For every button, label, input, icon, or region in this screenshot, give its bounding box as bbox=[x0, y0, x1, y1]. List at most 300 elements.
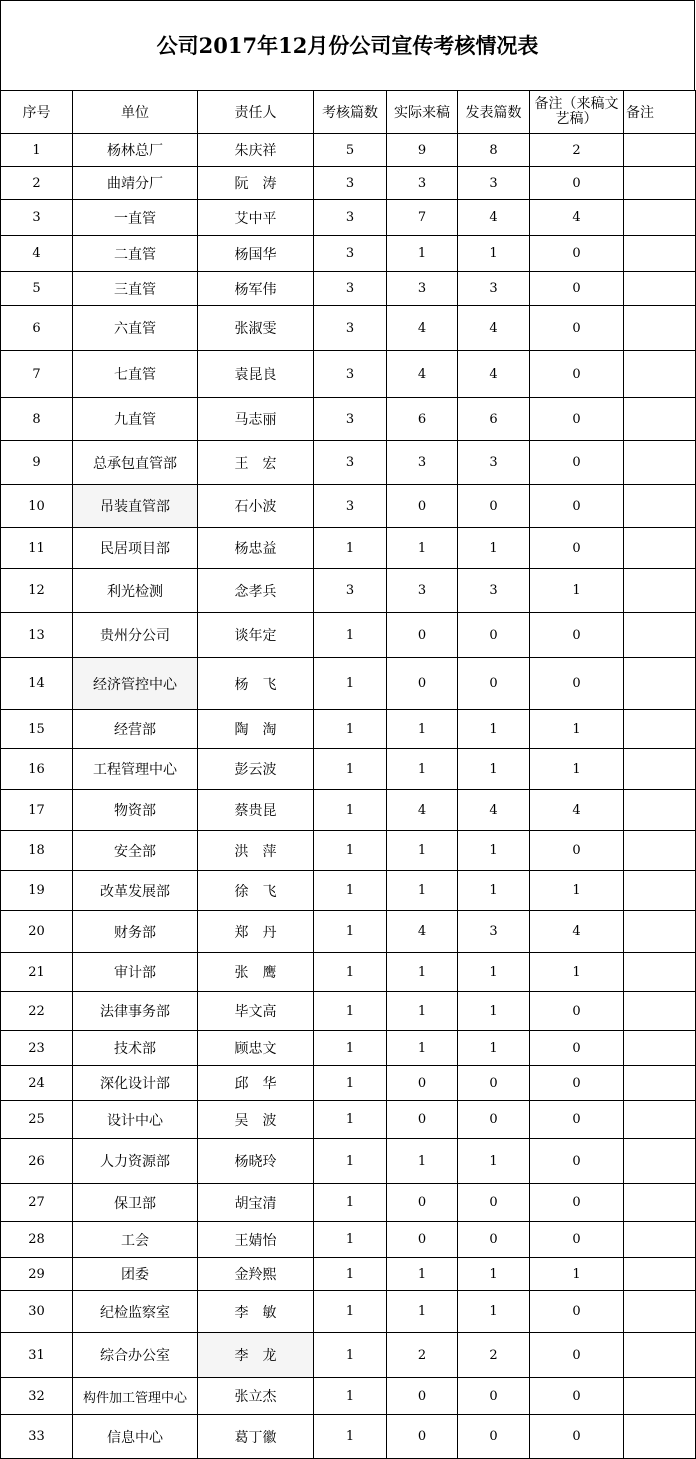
unit-cell: 设计中心 bbox=[73, 1101, 198, 1139]
quota-cell: 1 bbox=[314, 1031, 387, 1066]
note-literary-cell: 0 bbox=[530, 167, 624, 200]
person-cell: 张淑雯 bbox=[198, 306, 314, 351]
unit-cell: 贵州分公司 bbox=[73, 613, 198, 658]
assessment-table bbox=[0, 90, 696, 1459]
published-cell: 3 bbox=[458, 569, 530, 613]
seq-cell: 4 bbox=[1, 236, 73, 272]
unit-cell: 法律事务部 bbox=[73, 992, 198, 1031]
published-cell: 0 bbox=[458, 658, 530, 710]
note-literary-cell: 0 bbox=[530, 236, 624, 272]
submitted-cell: 1 bbox=[387, 1291, 458, 1333]
unit-cell: 总承包直管部 bbox=[73, 441, 198, 485]
note-literary-cell: 0 bbox=[530, 1031, 624, 1066]
table-row bbox=[1, 953, 696, 992]
note-literary-cell: 0 bbox=[530, 398, 624, 441]
seq-cell: 3 bbox=[1, 200, 73, 236]
submitted-cell: 1 bbox=[387, 953, 458, 992]
person-cell: 杨晓玲 bbox=[198, 1139, 314, 1184]
published-cell: 0 bbox=[458, 1101, 530, 1139]
note-literary-cell: 0 bbox=[530, 831, 624, 871]
unit-cell: 经济管控中心 bbox=[73, 658, 198, 710]
submitted-cell: 6 bbox=[387, 398, 458, 441]
submitted-cell: 4 bbox=[387, 306, 458, 351]
note-cell bbox=[624, 749, 696, 790]
person-cell: 洪 萍 bbox=[198, 831, 314, 871]
unit-cell: 工会 bbox=[73, 1222, 198, 1258]
unit-cell: 综合办公室 bbox=[73, 1333, 198, 1378]
seq-cell: 14 bbox=[1, 658, 73, 710]
submitted-cell: 0 bbox=[387, 1184, 458, 1222]
table-row bbox=[1, 790, 696, 831]
published-cell: 4 bbox=[458, 200, 530, 236]
note-cell bbox=[624, 613, 696, 658]
person-cell: 李 敏 bbox=[198, 1291, 314, 1333]
unit-cell: 深化设计部 bbox=[73, 1066, 198, 1101]
person-cell: 朱庆祥 bbox=[198, 134, 314, 167]
note-literary-cell: 0 bbox=[530, 441, 624, 485]
submitted-cell: 1 bbox=[387, 992, 458, 1031]
note-cell bbox=[624, 1258, 696, 1291]
person-cell: 念孝兵 bbox=[198, 569, 314, 613]
unit-cell: 九直管 bbox=[73, 398, 198, 441]
submitted-cell: 0 bbox=[387, 613, 458, 658]
published-cell: 0 bbox=[458, 613, 530, 658]
published-cell: 1 bbox=[458, 749, 530, 790]
seq-cell: 17 bbox=[1, 790, 73, 831]
quota-cell: 1 bbox=[314, 1291, 387, 1333]
note-cell bbox=[624, 306, 696, 351]
seq-cell: 2 bbox=[1, 167, 73, 200]
unit-cell: 经营部 bbox=[73, 710, 198, 749]
seq-cell: 6 bbox=[1, 306, 73, 351]
table-row bbox=[1, 1415, 696, 1459]
quota-cell: 1 bbox=[314, 1066, 387, 1101]
quota-cell: 1 bbox=[314, 658, 387, 710]
unit-cell: 民居项目部 bbox=[73, 528, 198, 569]
published-cell: 3 bbox=[458, 911, 530, 953]
table-row bbox=[1, 831, 696, 871]
submitted-cell: 0 bbox=[387, 658, 458, 710]
submitted-cell: 4 bbox=[387, 911, 458, 953]
person-cell: 顾忠文 bbox=[198, 1031, 314, 1066]
submitted-cell: 1 bbox=[387, 710, 458, 749]
note-literary-cell: 0 bbox=[530, 272, 624, 306]
published-cell: 1 bbox=[458, 831, 530, 871]
table-row bbox=[1, 351, 696, 398]
person-cell: 吴 波 bbox=[198, 1101, 314, 1139]
quota-cell: 1 bbox=[314, 710, 387, 749]
seq-cell: 25 bbox=[1, 1101, 73, 1139]
person-cell: 邱 华 bbox=[198, 1066, 314, 1101]
table-row bbox=[1, 1222, 696, 1258]
seq-cell: 12 bbox=[1, 569, 73, 613]
table-row bbox=[1, 306, 696, 351]
seq-cell: 22 bbox=[1, 992, 73, 1031]
note-literary-cell: 1 bbox=[530, 871, 624, 911]
table-row bbox=[1, 398, 696, 441]
person-cell: 杨军伟 bbox=[198, 272, 314, 306]
note-literary-cell: 0 bbox=[530, 1415, 624, 1459]
person-cell: 杨忠益 bbox=[198, 528, 314, 569]
submitted-cell: 0 bbox=[387, 1101, 458, 1139]
published-cell: 4 bbox=[458, 790, 530, 831]
unit-cell: 杨林总厂 bbox=[73, 134, 198, 167]
unit-cell: 信息中心 bbox=[73, 1415, 198, 1459]
note-cell bbox=[624, 272, 696, 306]
table-row bbox=[1, 1184, 696, 1222]
quota-cell: 1 bbox=[314, 911, 387, 953]
unit-cell: 一直管 bbox=[73, 200, 198, 236]
note-literary-cell: 1 bbox=[530, 710, 624, 749]
quota-cell: 1 bbox=[314, 1184, 387, 1222]
unit-cell: 六直管 bbox=[73, 306, 198, 351]
note-cell bbox=[624, 831, 696, 871]
person-cell: 石小波 bbox=[198, 485, 314, 528]
header-note: 备注 bbox=[624, 91, 696, 134]
note-literary-cell: 0 bbox=[530, 1378, 624, 1415]
unit-cell: 技术部 bbox=[73, 1031, 198, 1066]
published-cell: 6 bbox=[458, 398, 530, 441]
quota-cell: 1 bbox=[314, 790, 387, 831]
published-cell: 1 bbox=[458, 871, 530, 911]
note-cell bbox=[624, 658, 696, 710]
unit-cell: 工程管理中心 bbox=[73, 749, 198, 790]
table-row bbox=[1, 1258, 696, 1291]
note-literary-cell: 0 bbox=[530, 613, 624, 658]
published-cell: 1 bbox=[458, 1258, 530, 1291]
unit-cell: 保卫部 bbox=[73, 1184, 198, 1222]
unit-cell: 三直管 bbox=[73, 272, 198, 306]
note-literary-cell: 0 bbox=[530, 1222, 624, 1258]
published-cell: 0 bbox=[458, 485, 530, 528]
table-body bbox=[1, 134, 696, 1459]
published-cell: 0 bbox=[458, 1184, 530, 1222]
note-cell bbox=[624, 485, 696, 528]
table-row bbox=[1, 569, 696, 613]
person-cell: 杨国华 bbox=[198, 236, 314, 272]
table-title: 公司2017年12月份公司宣传考核情况表 bbox=[1, 1, 695, 90]
submitted-cell: 1 bbox=[387, 236, 458, 272]
published-cell: 0 bbox=[458, 1378, 530, 1415]
table-row bbox=[1, 658, 696, 710]
note-cell bbox=[624, 992, 696, 1031]
table-row bbox=[1, 272, 696, 306]
person-cell: 阮 涛 bbox=[198, 167, 314, 200]
header-seq: 序号 bbox=[1, 91, 73, 134]
quota-cell: 1 bbox=[314, 613, 387, 658]
seq-cell: 23 bbox=[1, 1031, 73, 1066]
quota-cell: 1 bbox=[314, 992, 387, 1031]
seq-cell: 31 bbox=[1, 1333, 73, 1378]
table-row bbox=[1, 992, 696, 1031]
table-row bbox=[1, 1333, 696, 1378]
note-literary-cell: 0 bbox=[530, 1066, 624, 1101]
person-cell: 蔡贵昆 bbox=[198, 790, 314, 831]
seq-cell: 5 bbox=[1, 272, 73, 306]
quota-cell: 3 bbox=[314, 398, 387, 441]
person-cell: 金羚熙 bbox=[198, 1258, 314, 1291]
published-cell: 8 bbox=[458, 134, 530, 167]
table-row bbox=[1, 1291, 696, 1333]
table-row bbox=[1, 613, 696, 658]
header-published: 发表篇数 bbox=[458, 91, 530, 134]
person-cell: 王婧怡 bbox=[198, 1222, 314, 1258]
header-unit: 单位 bbox=[73, 91, 198, 134]
quota-cell: 5 bbox=[314, 134, 387, 167]
seq-cell: 1 bbox=[1, 134, 73, 167]
seq-cell: 27 bbox=[1, 1184, 73, 1222]
seq-cell: 33 bbox=[1, 1415, 73, 1459]
note-cell bbox=[624, 167, 696, 200]
person-cell: 毕文高 bbox=[198, 992, 314, 1031]
submitted-cell: 7 bbox=[387, 200, 458, 236]
unit-cell: 物资部 bbox=[73, 790, 198, 831]
published-cell: 1 bbox=[458, 528, 530, 569]
quota-cell: 1 bbox=[314, 953, 387, 992]
note-literary-cell: 4 bbox=[530, 200, 624, 236]
person-cell: 郑 丹 bbox=[198, 911, 314, 953]
table-row bbox=[1, 710, 696, 749]
person-cell: 谈年定 bbox=[198, 613, 314, 658]
submitted-cell: 1 bbox=[387, 831, 458, 871]
person-cell: 李 龙 bbox=[198, 1333, 314, 1378]
published-cell: 2 bbox=[458, 1333, 530, 1378]
quota-cell: 3 bbox=[314, 569, 387, 613]
table-row bbox=[1, 1378, 696, 1415]
submitted-cell: 3 bbox=[387, 441, 458, 485]
seq-cell: 29 bbox=[1, 1258, 73, 1291]
seq-cell: 20 bbox=[1, 911, 73, 953]
quota-cell: 1 bbox=[314, 1415, 387, 1459]
seq-cell: 30 bbox=[1, 1291, 73, 1333]
header-person: 责任人 bbox=[198, 91, 314, 134]
seq-cell: 26 bbox=[1, 1139, 73, 1184]
table-row bbox=[1, 236, 696, 272]
seq-cell: 10 bbox=[1, 485, 73, 528]
note-literary-cell: 0 bbox=[530, 992, 624, 1031]
note-cell bbox=[624, 1031, 696, 1066]
seq-cell: 13 bbox=[1, 613, 73, 658]
table-row bbox=[1, 200, 696, 236]
published-cell: 0 bbox=[458, 1066, 530, 1101]
person-cell: 袁昆良 bbox=[198, 351, 314, 398]
quota-cell: 1 bbox=[314, 871, 387, 911]
quota-cell: 3 bbox=[314, 272, 387, 306]
seq-cell: 9 bbox=[1, 441, 73, 485]
quota-cell: 3 bbox=[314, 441, 387, 485]
quota-cell: 3 bbox=[314, 351, 387, 398]
unit-cell: 安全部 bbox=[73, 831, 198, 871]
quota-cell: 1 bbox=[314, 1222, 387, 1258]
note-literary-cell: 0 bbox=[530, 351, 624, 398]
submitted-cell: 1 bbox=[387, 1031, 458, 1066]
submitted-cell: 0 bbox=[387, 1378, 458, 1415]
note-cell bbox=[624, 1066, 696, 1101]
table-row bbox=[1, 134, 696, 167]
table-row bbox=[1, 871, 696, 911]
note-cell bbox=[624, 236, 696, 272]
submitted-cell: 0 bbox=[387, 1415, 458, 1459]
person-cell: 陶 淘 bbox=[198, 710, 314, 749]
submitted-cell: 0 bbox=[387, 1066, 458, 1101]
quota-cell: 1 bbox=[314, 831, 387, 871]
note-cell bbox=[624, 1415, 696, 1459]
unit-cell: 曲靖分厂 bbox=[73, 167, 198, 200]
person-cell: 葛丁徽 bbox=[198, 1415, 314, 1459]
note-cell bbox=[624, 1291, 696, 1333]
table-row bbox=[1, 911, 696, 953]
quota-cell: 3 bbox=[314, 167, 387, 200]
note-literary-cell: 0 bbox=[530, 528, 624, 569]
note-literary-cell: 0 bbox=[530, 485, 624, 528]
submitted-cell: 1 bbox=[387, 871, 458, 911]
note-cell bbox=[624, 710, 696, 749]
table-row bbox=[1, 441, 696, 485]
note-cell bbox=[624, 1139, 696, 1184]
published-cell: 1 bbox=[458, 992, 530, 1031]
table-row bbox=[1, 1139, 696, 1184]
unit-cell: 审计部 bbox=[73, 953, 198, 992]
seq-cell: 16 bbox=[1, 749, 73, 790]
published-cell: 1 bbox=[458, 236, 530, 272]
note-cell bbox=[624, 1184, 696, 1222]
note-cell bbox=[624, 790, 696, 831]
published-cell: 3 bbox=[458, 272, 530, 306]
seq-cell: 18 bbox=[1, 831, 73, 871]
submitted-cell: 4 bbox=[387, 351, 458, 398]
note-cell bbox=[624, 528, 696, 569]
quota-cell: 3 bbox=[314, 200, 387, 236]
unit-cell: 七直管 bbox=[73, 351, 198, 398]
note-literary-cell: 0 bbox=[530, 1333, 624, 1378]
note-literary-cell: 4 bbox=[530, 911, 624, 953]
person-cell: 彭云波 bbox=[198, 749, 314, 790]
published-cell: 4 bbox=[458, 306, 530, 351]
quota-cell: 1 bbox=[314, 528, 387, 569]
published-cell: 1 bbox=[458, 710, 530, 749]
submitted-cell: 9 bbox=[387, 134, 458, 167]
person-cell: 马志丽 bbox=[198, 398, 314, 441]
note-literary-cell: 1 bbox=[530, 1258, 624, 1291]
note-cell bbox=[624, 1222, 696, 1258]
published-cell: 3 bbox=[458, 167, 530, 200]
note-literary-cell: 1 bbox=[530, 953, 624, 992]
note-cell bbox=[624, 871, 696, 911]
note-cell bbox=[624, 351, 696, 398]
submitted-cell: 1 bbox=[387, 1139, 458, 1184]
table-row bbox=[1, 528, 696, 569]
published-cell: 4 bbox=[458, 351, 530, 398]
quota-cell: 3 bbox=[314, 236, 387, 272]
note-literary-cell: 4 bbox=[530, 790, 624, 831]
note-cell bbox=[624, 398, 696, 441]
submitted-cell: 0 bbox=[387, 1222, 458, 1258]
note-cell bbox=[624, 134, 696, 167]
header-submitted: 实际来稿 bbox=[387, 91, 458, 134]
quota-cell: 1 bbox=[314, 1101, 387, 1139]
note-literary-cell: 0 bbox=[530, 1139, 624, 1184]
submitted-cell: 1 bbox=[387, 1258, 458, 1291]
seq-cell: 8 bbox=[1, 398, 73, 441]
person-cell: 张 鹰 bbox=[198, 953, 314, 992]
submitted-cell: 1 bbox=[387, 528, 458, 569]
note-cell bbox=[624, 911, 696, 953]
table-row bbox=[1, 1031, 696, 1066]
unit-cell: 团委 bbox=[73, 1258, 198, 1291]
person-cell: 徐 飞 bbox=[198, 871, 314, 911]
submitted-cell: 1 bbox=[387, 749, 458, 790]
quota-cell: 1 bbox=[314, 1139, 387, 1184]
submitted-cell: 4 bbox=[387, 790, 458, 831]
unit-cell: 财务部 bbox=[73, 911, 198, 953]
note-cell bbox=[624, 1333, 696, 1378]
seq-cell: 32 bbox=[1, 1378, 73, 1415]
unit-cell: 构件加工管理中心 bbox=[73, 1378, 198, 1415]
note-cell bbox=[624, 1378, 696, 1415]
unit-cell: 纪检监察室 bbox=[73, 1291, 198, 1333]
header-quota: 考核篇数 bbox=[314, 91, 387, 134]
note-cell bbox=[624, 441, 696, 485]
person-cell: 胡宝清 bbox=[198, 1184, 314, 1222]
note-literary-cell: 1 bbox=[530, 569, 624, 613]
published-cell: 0 bbox=[458, 1222, 530, 1258]
submitted-cell: 3 bbox=[387, 167, 458, 200]
submitted-cell: 3 bbox=[387, 569, 458, 613]
table-row bbox=[1, 485, 696, 528]
note-literary-cell: 0 bbox=[530, 306, 624, 351]
header-note-literary: 备注（来稿文艺稿） bbox=[530, 91, 624, 134]
seq-cell: 21 bbox=[1, 953, 73, 992]
note-literary-cell: 0 bbox=[530, 658, 624, 710]
published-cell: 3 bbox=[458, 441, 530, 485]
quota-cell: 1 bbox=[314, 749, 387, 790]
note-literary-cell: 0 bbox=[530, 1291, 624, 1333]
person-cell: 张立杰 bbox=[198, 1378, 314, 1415]
note-literary-cell: 0 bbox=[530, 1101, 624, 1139]
quota-cell: 3 bbox=[314, 306, 387, 351]
note-literary-cell: 1 bbox=[530, 749, 624, 790]
published-cell: 1 bbox=[458, 1291, 530, 1333]
unit-cell: 吊装直管部 bbox=[73, 485, 198, 528]
unit-cell: 二直管 bbox=[73, 236, 198, 272]
seq-cell: 11 bbox=[1, 528, 73, 569]
note-cell bbox=[624, 200, 696, 236]
submitted-cell: 0 bbox=[387, 485, 458, 528]
header-row bbox=[1, 91, 696, 134]
note-literary-cell: 2 bbox=[530, 134, 624, 167]
table-row bbox=[1, 1101, 696, 1139]
seq-cell: 7 bbox=[1, 351, 73, 398]
note-cell bbox=[624, 953, 696, 992]
quota-cell: 1 bbox=[314, 1378, 387, 1415]
quota-cell: 1 bbox=[314, 1258, 387, 1291]
submitted-cell: 2 bbox=[387, 1333, 458, 1378]
table-row bbox=[1, 1066, 696, 1101]
seq-cell: 28 bbox=[1, 1222, 73, 1258]
submitted-cell: 3 bbox=[387, 272, 458, 306]
seq-cell: 15 bbox=[1, 710, 73, 749]
table-row bbox=[1, 167, 696, 200]
note-literary-cell: 0 bbox=[530, 1184, 624, 1222]
published-cell: 1 bbox=[458, 953, 530, 992]
quota-cell: 3 bbox=[314, 485, 387, 528]
seq-cell: 24 bbox=[1, 1066, 73, 1101]
unit-cell: 利光检测 bbox=[73, 569, 198, 613]
note-cell bbox=[624, 1101, 696, 1139]
published-cell: 0 bbox=[458, 1415, 530, 1459]
seq-cell: 19 bbox=[1, 871, 73, 911]
person-cell: 杨 飞 bbox=[198, 658, 314, 710]
